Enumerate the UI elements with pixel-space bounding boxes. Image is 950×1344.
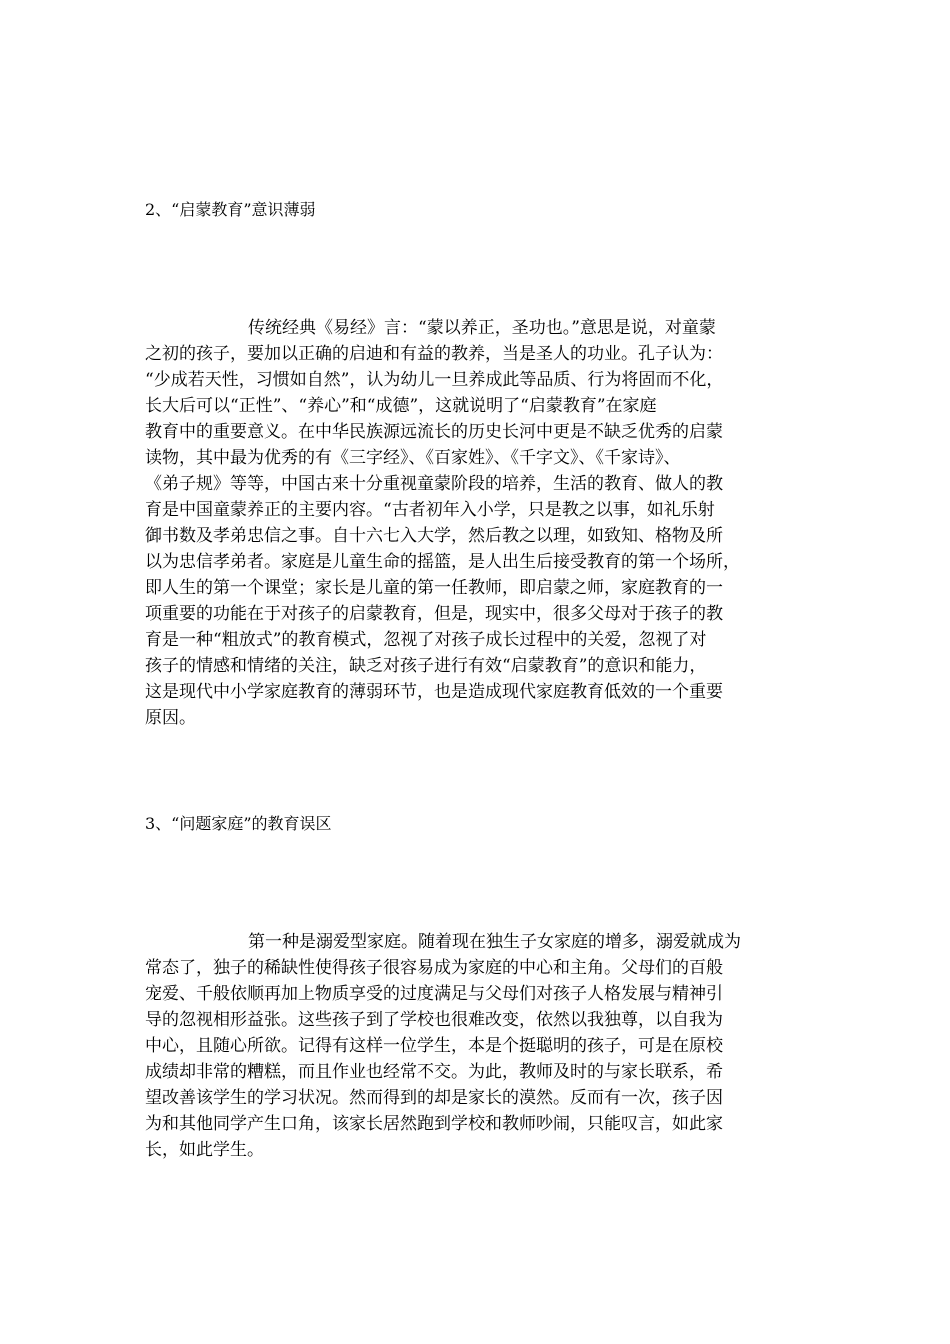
paragraph-line: 传统经典《易经》言：“蒙以养正，圣功也。”意思是说，对童蒙 [248, 318, 716, 338]
section-2-heading: 2、“启蒙教育”意识薄弱 [145, 200, 316, 219]
paragraph-line: 读物，其中最为优秀的有《三字经》、《百家姓》、《千字文》、《千家诗》、 [145, 448, 681, 468]
paragraph-line: 育是中国童蒙养正的主要内容。“古者初年入小学，只是教之以事，如礼乐射 [145, 500, 715, 520]
paragraph-line: 育是一种“粗放式”的教育模式，忽视了对孩子成长过程中的关爱，忽视了对 [145, 630, 707, 650]
paragraph-line: 第一种是溺爱型家庭。随着现在独生子女家庭的增多，溺爱就成为 [248, 932, 741, 952]
paragraph-line: “少成若天性，习惯如自然”，认为幼儿一旦养成此等品质、行为将固而不化， [145, 370, 724, 390]
section-2-paragraph [145, 315, 809, 731]
paragraph-line: 《弟子规》等等，中国古来十分重视童蒙阶段的培养，生活的教育、做人的教 [145, 474, 723, 494]
paragraph-line: 宠爱、千般依顺再加上物质享受的过度满足与父母们对孩子人格发展与精神引 [145, 984, 723, 1004]
paragraph-line: 即人生的第一个课堂；家长是儿童的第一任教师，即启蒙之师，家庭教育的一 [145, 578, 723, 598]
paragraph-line: 中心，且随心所欲。记得有这样一位学生，本是个挺聪明的孩子，可是在原校 [145, 1036, 723, 1056]
paragraph-line: 常态了，独子的稀缺性使得孩子很容易成为家庭的中心和主角。父母们的百般 [145, 958, 723, 978]
paragraph-line: 孩子的情感和情绪的关注，缺乏对孩子进行有效“启蒙教育”的意识和能力， [145, 656, 707, 676]
paragraph-line: 成绩却非常的糟糕，而且作业也经常不交。为此，教师及时的与家长联系，希 [145, 1062, 723, 1082]
paragraph-line: 项重要的功能在于对孩子的启蒙教育，但是，现实中，很多父母对于孩子的教 [145, 604, 723, 624]
paragraph-line: 教育中的重要意义。在中华民族源远流长的历史长河中更是不缺乏优秀的启蒙 [145, 422, 723, 442]
section-3-paragraph [145, 929, 809, 1163]
paragraph-line: 之初的孩子，要加以正确的启迪和有益的教养，当是圣人的功业。孔子认为： [145, 344, 723, 364]
paragraph-line: 导的忽视相形益张。这些孩子到了学校也很难改变，依然以我独尊，以自我为 [145, 1010, 723, 1030]
paragraph-line: 长大后可以“正性”、“养心”和“成德”，这就说明了“启蒙教育”在家庭 [145, 396, 657, 416]
paragraph-line: 以为忠信孝弟者。家庭是儿童生命的摇篮，是人出生后接受教育的第一个场所， [145, 552, 740, 572]
paragraph-line: 长，如此学生。 [145, 1140, 264, 1160]
paragraph-line: 御书数及孝弟忠信之事。自十六七入大学，然后教之以理，如致知、格物及所 [145, 526, 723, 546]
paragraph-line: 原因。 [145, 708, 196, 728]
paragraph-line: 这是现代中小学家庭教育的薄弱环节，也是造成现代家庭教育低效的一个重要 [145, 682, 723, 702]
paragraph-line: 为和其他同学产生口角，该家长居然跑到学校和教师吵闹，只能叹言，如此家 [145, 1114, 723, 1134]
section-3-heading: 3、“问题家庭”的教育误区 [145, 814, 332, 833]
paragraph-line: 望改善该学生的学习状况。然而得到的却是家长的漠然。反而有一次，孩子因 [145, 1088, 723, 1108]
